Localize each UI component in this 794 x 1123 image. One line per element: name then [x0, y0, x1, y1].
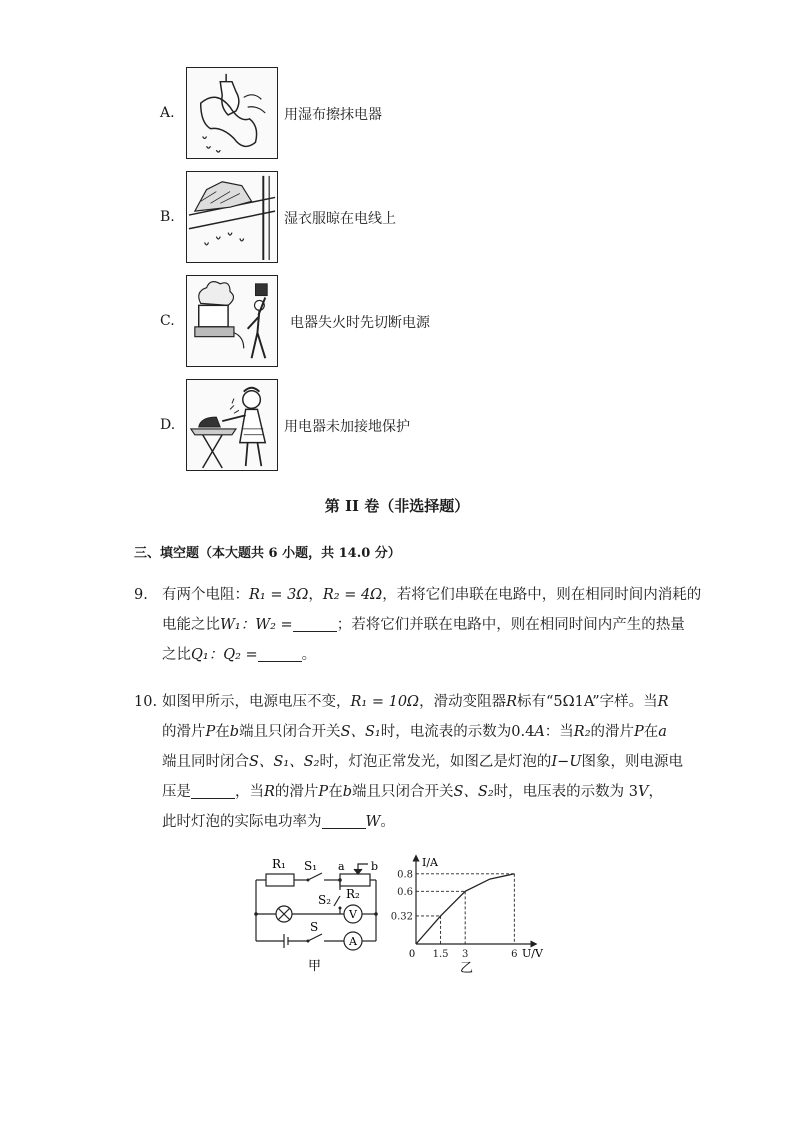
option-letter: D. [160, 417, 176, 433]
answer-blank[interactable] [322, 812, 366, 829]
text: 此时灯泡的实际电功率为 [162, 814, 322, 830]
math: R [506, 694, 517, 710]
text: 。 [301, 647, 317, 663]
text: ；若将它们并联在电路中，则在相同时间内产生的热量 [336, 617, 685, 633]
math: R₁ = 10Ω [350, 694, 420, 710]
math: W [365, 814, 381, 830]
option-letter: B. [160, 209, 175, 225]
label-amp: A [349, 935, 357, 948]
question-number: 9. [134, 587, 148, 603]
iu-chart [390, 852, 554, 977]
text: 的滑片 [590, 724, 635, 740]
x-axis-label: U/V [522, 947, 543, 960]
text: 在 [328, 784, 343, 800]
slider-r2 [340, 874, 370, 886]
switch-s2[interactable] [334, 896, 340, 906]
origin-label: 0 [408, 949, 416, 960]
answer-blank[interactable] [293, 615, 337, 632]
x-tick-label: 3 [461, 949, 469, 960]
label-s: S [310, 920, 319, 934]
text: 的滑片 [274, 784, 319, 800]
math: P [318, 784, 329, 800]
math: Q₁：Q₂ = [191, 647, 258, 663]
text: 图象，则电源电 [581, 754, 684, 770]
math: R [657, 694, 669, 710]
text: 时，电流表的示数为0.4 [380, 724, 535, 740]
wet-cloth-lamp-icon [186, 67, 278, 159]
math: S、S₁ [340, 724, 381, 740]
option-text: 电器失火时先切断电源 [290, 315, 430, 331]
label-s1: S₁ [304, 859, 318, 873]
math: P [634, 724, 644, 740]
resistor-r1 [266, 874, 294, 886]
x-tick-label: 6 [511, 949, 518, 960]
option-letter: A. [160, 105, 175, 121]
text: 在 [643, 724, 659, 740]
part-heading: 三、填空题（本大题共 6 小题，共 14.0 分） [134, 546, 401, 561]
text: ， [308, 587, 323, 603]
answer-blank[interactable] [258, 645, 302, 662]
y-tick-label: 0.6 [397, 886, 413, 898]
label-b: b [371, 860, 379, 873]
math: P [205, 724, 216, 740]
math: R [264, 784, 275, 800]
text: 的滑片 [162, 724, 206, 740]
fire-cut-power-icon [186, 275, 278, 367]
math: V [638, 784, 649, 800]
switch-s1[interactable] [308, 873, 322, 880]
caption-jia: 甲 [308, 959, 322, 974]
label-s2: S₂ [318, 893, 332, 907]
math: R₂ [573, 724, 591, 740]
label-a: a [338, 860, 345, 873]
text: 时，灯泡正常发光，如图乙是灯泡的 [319, 754, 552, 770]
math: b [342, 784, 352, 800]
text: ， [648, 784, 663, 800]
text: 端且只闭合开关 [351, 784, 454, 800]
text: 标有“5Ω1A”字样。当 [517, 694, 658, 710]
text: 端且同时闭合 [162, 754, 249, 770]
caption-yi: 乙 [460, 961, 474, 976]
math: R₂ = 4Ω [322, 587, 383, 603]
wet-clothes-wire-icon [186, 171, 278, 263]
y-tick-label: 0.8 [397, 869, 413, 881]
label-r1: R₁ [272, 857, 286, 871]
math: S、S₁、S₂ [249, 754, 320, 770]
switch-s[interactable] [308, 934, 322, 941]
y-tick-label: 0.32 [390, 911, 413, 923]
text: ，若将它们串联在电路中，则在相同时间内消耗的 [382, 587, 702, 603]
circuit-diagram [248, 852, 388, 977]
math: S、S₂ [453, 784, 494, 800]
math: a [658, 724, 667, 740]
text: 。 [380, 814, 395, 830]
option-text: 湿衣服晾在电线上 [284, 211, 396, 227]
option-text: 用湿布擦抹电器 [284, 107, 382, 123]
math: I−U [551, 754, 582, 770]
text: 有两个电阻： [162, 587, 249, 603]
x-tick-label: 1.5 [432, 949, 449, 960]
text: ：当 [544, 724, 574, 740]
label-v: V [349, 908, 357, 921]
label-r2: R₂ [346, 887, 360, 901]
text: 电能之比 [162, 617, 220, 633]
text: ，当 [235, 784, 264, 800]
text: ，滑动变阻器 [419, 694, 507, 710]
text: 在 [215, 724, 230, 740]
math: A [534, 724, 545, 740]
iron-ungrounded-icon [186, 379, 278, 471]
option-letter: C. [160, 313, 175, 329]
question-number: 10. [134, 694, 158, 710]
text: 之比 [162, 647, 191, 663]
math: W₁：W₂ = [220, 617, 293, 633]
math: R₁ = 3Ω [249, 587, 309, 603]
text: 时，电压表的示数为 3 [493, 784, 639, 800]
y-axis-label: I/A [422, 856, 438, 869]
option-text: 用电器未加接地保护 [284, 419, 410, 435]
answer-blank[interactable] [191, 782, 235, 799]
section-title: 第 II 卷（非选择题） [324, 497, 470, 515]
math: b [229, 724, 240, 740]
text: 压是 [162, 784, 191, 800]
text: 如图甲所示，电源电压不变， [162, 694, 351, 710]
text: 端且只闭合开关 [239, 724, 341, 740]
